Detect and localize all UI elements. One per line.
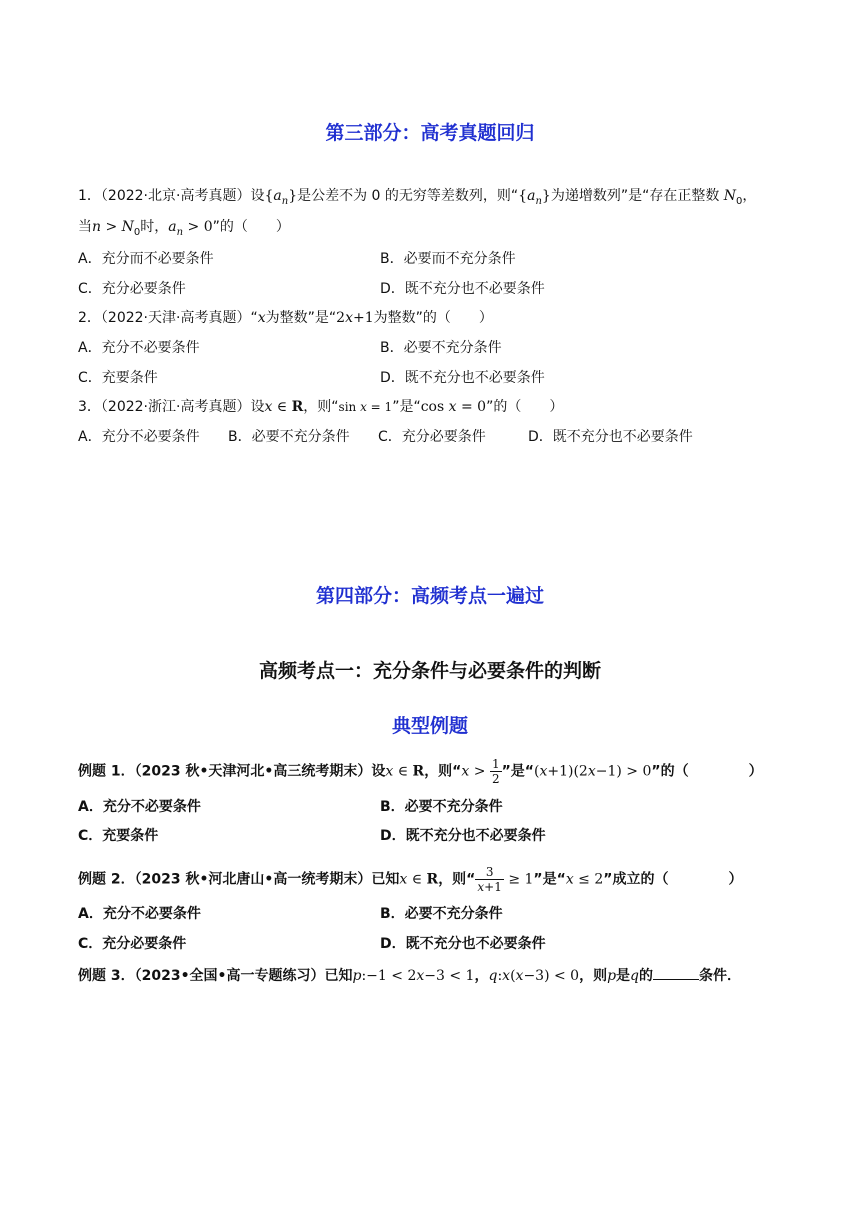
- q2-source: （2022·天津·高考真题）: [100, 310, 251, 326]
- ex1-option-c[interactable]: C．充要条件: [78, 828, 159, 844]
- ex1-stem: 例题 1．（2023 秋•天津河北•高三统考期末）设x ∈ R，则“x > $\frac{1}{2}$ ”是“(x+1)(2x−1) > 0”的（ ）: [78, 757, 763, 786]
- ex3-stem: 例题 3．（2023•全国•高一专题练习）已知p:−1 < 2x−3 < 1，q:x(x−3) < 0，则p是q的 条件．: [78, 965, 741, 986]
- ex1-source: （2023 秋•天津河北•高三统考期末）: [134, 763, 372, 780]
- q3-option-c[interactable]: C．充分必要条件: [378, 429, 486, 445]
- q1-option-a[interactable]: A．充分而不必要条件: [78, 251, 214, 267]
- q2-option-a[interactable]: A．充分不必要条件: [78, 340, 200, 356]
- ex2-option-d[interactable]: D．既不充分也不必要条件: [380, 936, 546, 952]
- q1-stem-line2: 当$n > N_0$时，$a_n > 0$”的（ ）: [78, 219, 290, 238]
- q1-stem-line1: 1．（2022·北京·高考真题）设$\{a_n\}$是公差不为 0 的无穷等差数列，则“$\{a_n\}$为递增数列”是“存在正整数 $N_0$，: [78, 188, 757, 207]
- ex1-option-b[interactable]: B．必要不充分条件: [380, 799, 503, 815]
- q3-option-b[interactable]: B．必要不充分条件: [228, 429, 350, 445]
- q2-option-d[interactable]: D．既不充分也不必要条件: [380, 370, 545, 386]
- q3-option-a[interactable]: A．充分不必要条件: [78, 429, 200, 445]
- ex2-option-b[interactable]: B．必要不充分条件: [380, 906, 503, 922]
- part4-title: 第四部分：高频考点一遍过: [315, 585, 544, 607]
- ex2-option-a[interactable]: A．充分不必要条件: [78, 906, 201, 922]
- q2-stem: 2．（2022·天津·高考真题）“x为整数”是“2x+1为整数”的（ ）: [78, 310, 493, 326]
- section-title: 典型例题: [391, 715, 468, 737]
- ex1-option-a[interactable]: A．充分不必要条件: [78, 799, 201, 815]
- ex2-stem: 例题 2．（2023 秋•河北唐山•高一统考期末）已知x ∈ R，则“ $\frac{3}{x+1}$ ≥ 1”是“x ≤ 2”成立的（ ）: [78, 865, 743, 894]
- ex3-source: （2023•全国•高一专题练习）: [134, 968, 325, 984]
- q2-option-b[interactable]: B．必要不充分条件: [380, 340, 502, 356]
- q3-stem: 3．（2022·浙江·高考真题）设x ∈ R，则“sin x = 1”是“cos x = 0”的（ ）: [78, 399, 564, 415]
- q1-option-d[interactable]: D．既不充分也不必要条件: [380, 281, 545, 297]
- q3-source: （2022·浙江·高考真题）: [100, 399, 251, 415]
- ex1-option-d[interactable]: D．既不充分也不必要条件: [380, 828, 546, 844]
- ex2-source: （2023 秋•河北唐山•高一统考期末）: [134, 871, 372, 888]
- q1-option-c[interactable]: C．充分必要条件: [78, 281, 186, 297]
- part3-title: 第三部分：高考真题回归: [325, 122, 535, 144]
- part4-subtitle: 高频考点一：充分条件与必要条件的判断: [258, 660, 601, 682]
- answer-blank[interactable]: [653, 965, 699, 980]
- q3-option-d[interactable]: D．既不充分也不必要条件: [528, 429, 693, 445]
- q1-option-b[interactable]: B．必要而不充分条件: [380, 251, 516, 267]
- ex2-option-c[interactable]: C．充分必要条件: [78, 936, 187, 952]
- q1-source: （2022·北京·高考真题）: [100, 188, 251, 204]
- q2-option-c[interactable]: C．充要条件: [78, 370, 158, 386]
